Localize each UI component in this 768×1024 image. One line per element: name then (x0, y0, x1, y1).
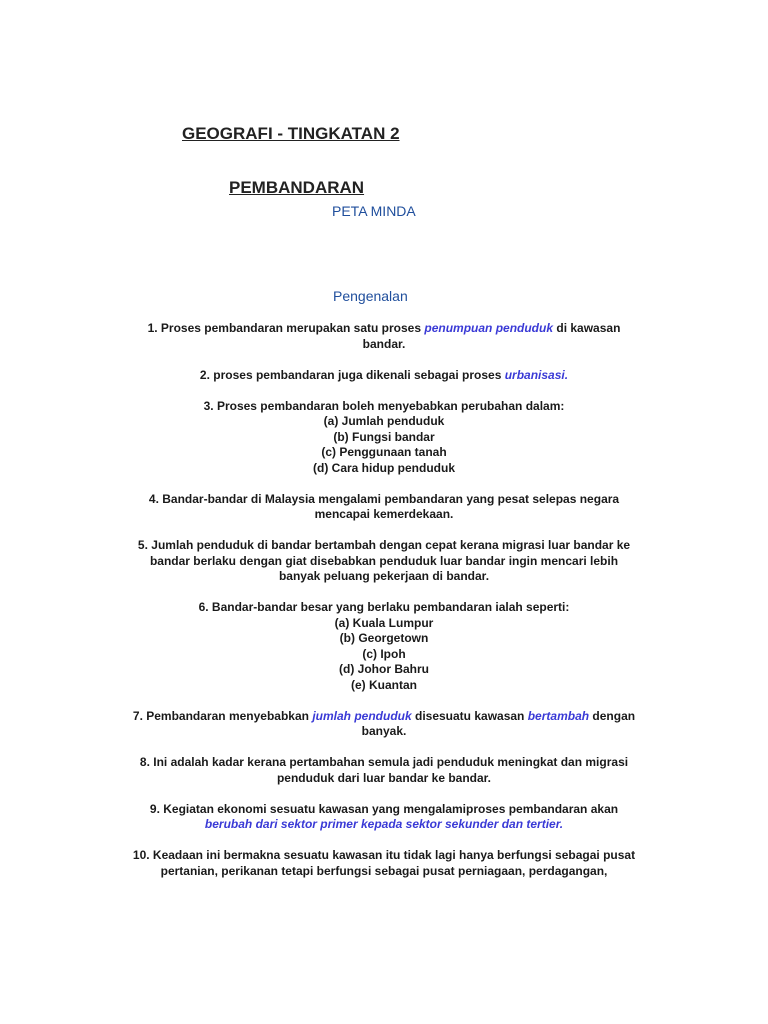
point-8-line: 8. Ini adalah kadar kerana pertambahan semula jadi penduduk meningkat dan migrasi (139, 755, 629, 769)
point-9 (95, 802, 673, 833)
point-7-text-c: disesuatu kawasan (411, 708, 528, 723)
point-5-line: bandar berlaku dengan giat disebabkan penduduk luar bandar ingin mencari lebih (149, 553, 619, 568)
point-1-text-c: di kawasan (553, 321, 621, 335)
point-5-line: banyak peluang pekerjaan di bandar. (278, 569, 490, 583)
point-3-line: (a) Jumlah penduduk (323, 414, 445, 428)
point-8 (95, 755, 673, 786)
point-9-highlight: berubah dari sektor primer kepada sektor sekunder dan tertier. (204, 817, 564, 831)
point-4-line: 4. Bandar-bandar di Malaysia mengalami pembandaran yang pesat selepas negara (148, 491, 620, 506)
point-6 (95, 600, 673, 693)
topic-title: PEMBANDARAN (229, 178, 365, 197)
point-1-text-a: 1. Proses pembandaran merupakan satu proses (147, 321, 425, 335)
document-title: GEOGRAFI - TINGKATAN 2 (182, 124, 400, 143)
point-6-line: 6. Bandar-bandar besar yang berlaku pembandaran ialah seperti: (198, 600, 570, 614)
point-1 (95, 321, 673, 352)
point-3-line: (d) Cara hidup penduduk (313, 460, 455, 475)
point-10 (95, 848, 673, 879)
point-3 (95, 399, 673, 477)
point-6-line: (a) Kuala Lumpur (334, 615, 434, 630)
point-6-line: (e) Kuantan (351, 677, 417, 692)
point-5-line: 5. Jumlah penduduk di bandar bertambah dengan cepat kerana migrasi luar bandar ke (137, 538, 631, 552)
point-7-line-1 (95, 709, 673, 725)
section-heading: Pengenalan (333, 288, 408, 304)
point-6-line: (d) Johor Bahru (339, 662, 429, 676)
point-7-text-e: dengan (589, 708, 636, 723)
point-7-line-2: banyak. (361, 724, 407, 738)
point-2-highlight: urbanisasi. (504, 367, 569, 382)
point-6-line: (b) Georgetown (339, 631, 429, 645)
point-3-line: (b) Fungsi bandar (333, 429, 435, 444)
point-3-line: (c) Penggunaan tanah (321, 445, 447, 459)
point-7-highlight-2: bertambah (527, 708, 590, 723)
point-4 (95, 492, 673, 523)
point-4-line: mencapai kemerdekaan. (314, 507, 454, 521)
point-9-line-1: 9. Kegiatan ekonomi sesuatu kawasan yang mengalamiproses pembandaran akan (149, 801, 619, 816)
point-2 (95, 368, 673, 384)
point-2-line-1 (95, 368, 673, 384)
point-7-text-a: 7. Pembandaran menyebabkan (132, 708, 313, 723)
point-1-highlight: penumpuan penduduk (424, 321, 554, 335)
point-7-highlight-1: jumlah penduduk (312, 708, 412, 723)
point-3-line: 3. Proses pembandaran boleh menyebabkan perubahan dalam: (203, 398, 565, 413)
subtitle: PETA MINDA (332, 203, 416, 219)
point-10-line: 10. Keadaan ini bermakna sesuatu kawasan itu tidak lagi hanya berfungsi sebagai pusat (132, 848, 636, 862)
point-1-line-2: bandar. (362, 336, 406, 351)
point-1-line-1 (95, 321, 673, 337)
point-10-line: pertanian, perikanan tetapi berfungsi sebagai pusat perniagaan, perdagangan, (160, 863, 608, 878)
point-2-text-a: 2. proses pembandaran juga dikenali sebagai proses (199, 367, 505, 382)
notes-body (95, 321, 673, 895)
point-6-line: (c) Ipoh (362, 646, 406, 661)
point-7 (95, 709, 673, 740)
point-5 (95, 538, 673, 585)
point-8-line: penduduk dari luar bandar ke bandar. (276, 770, 492, 785)
